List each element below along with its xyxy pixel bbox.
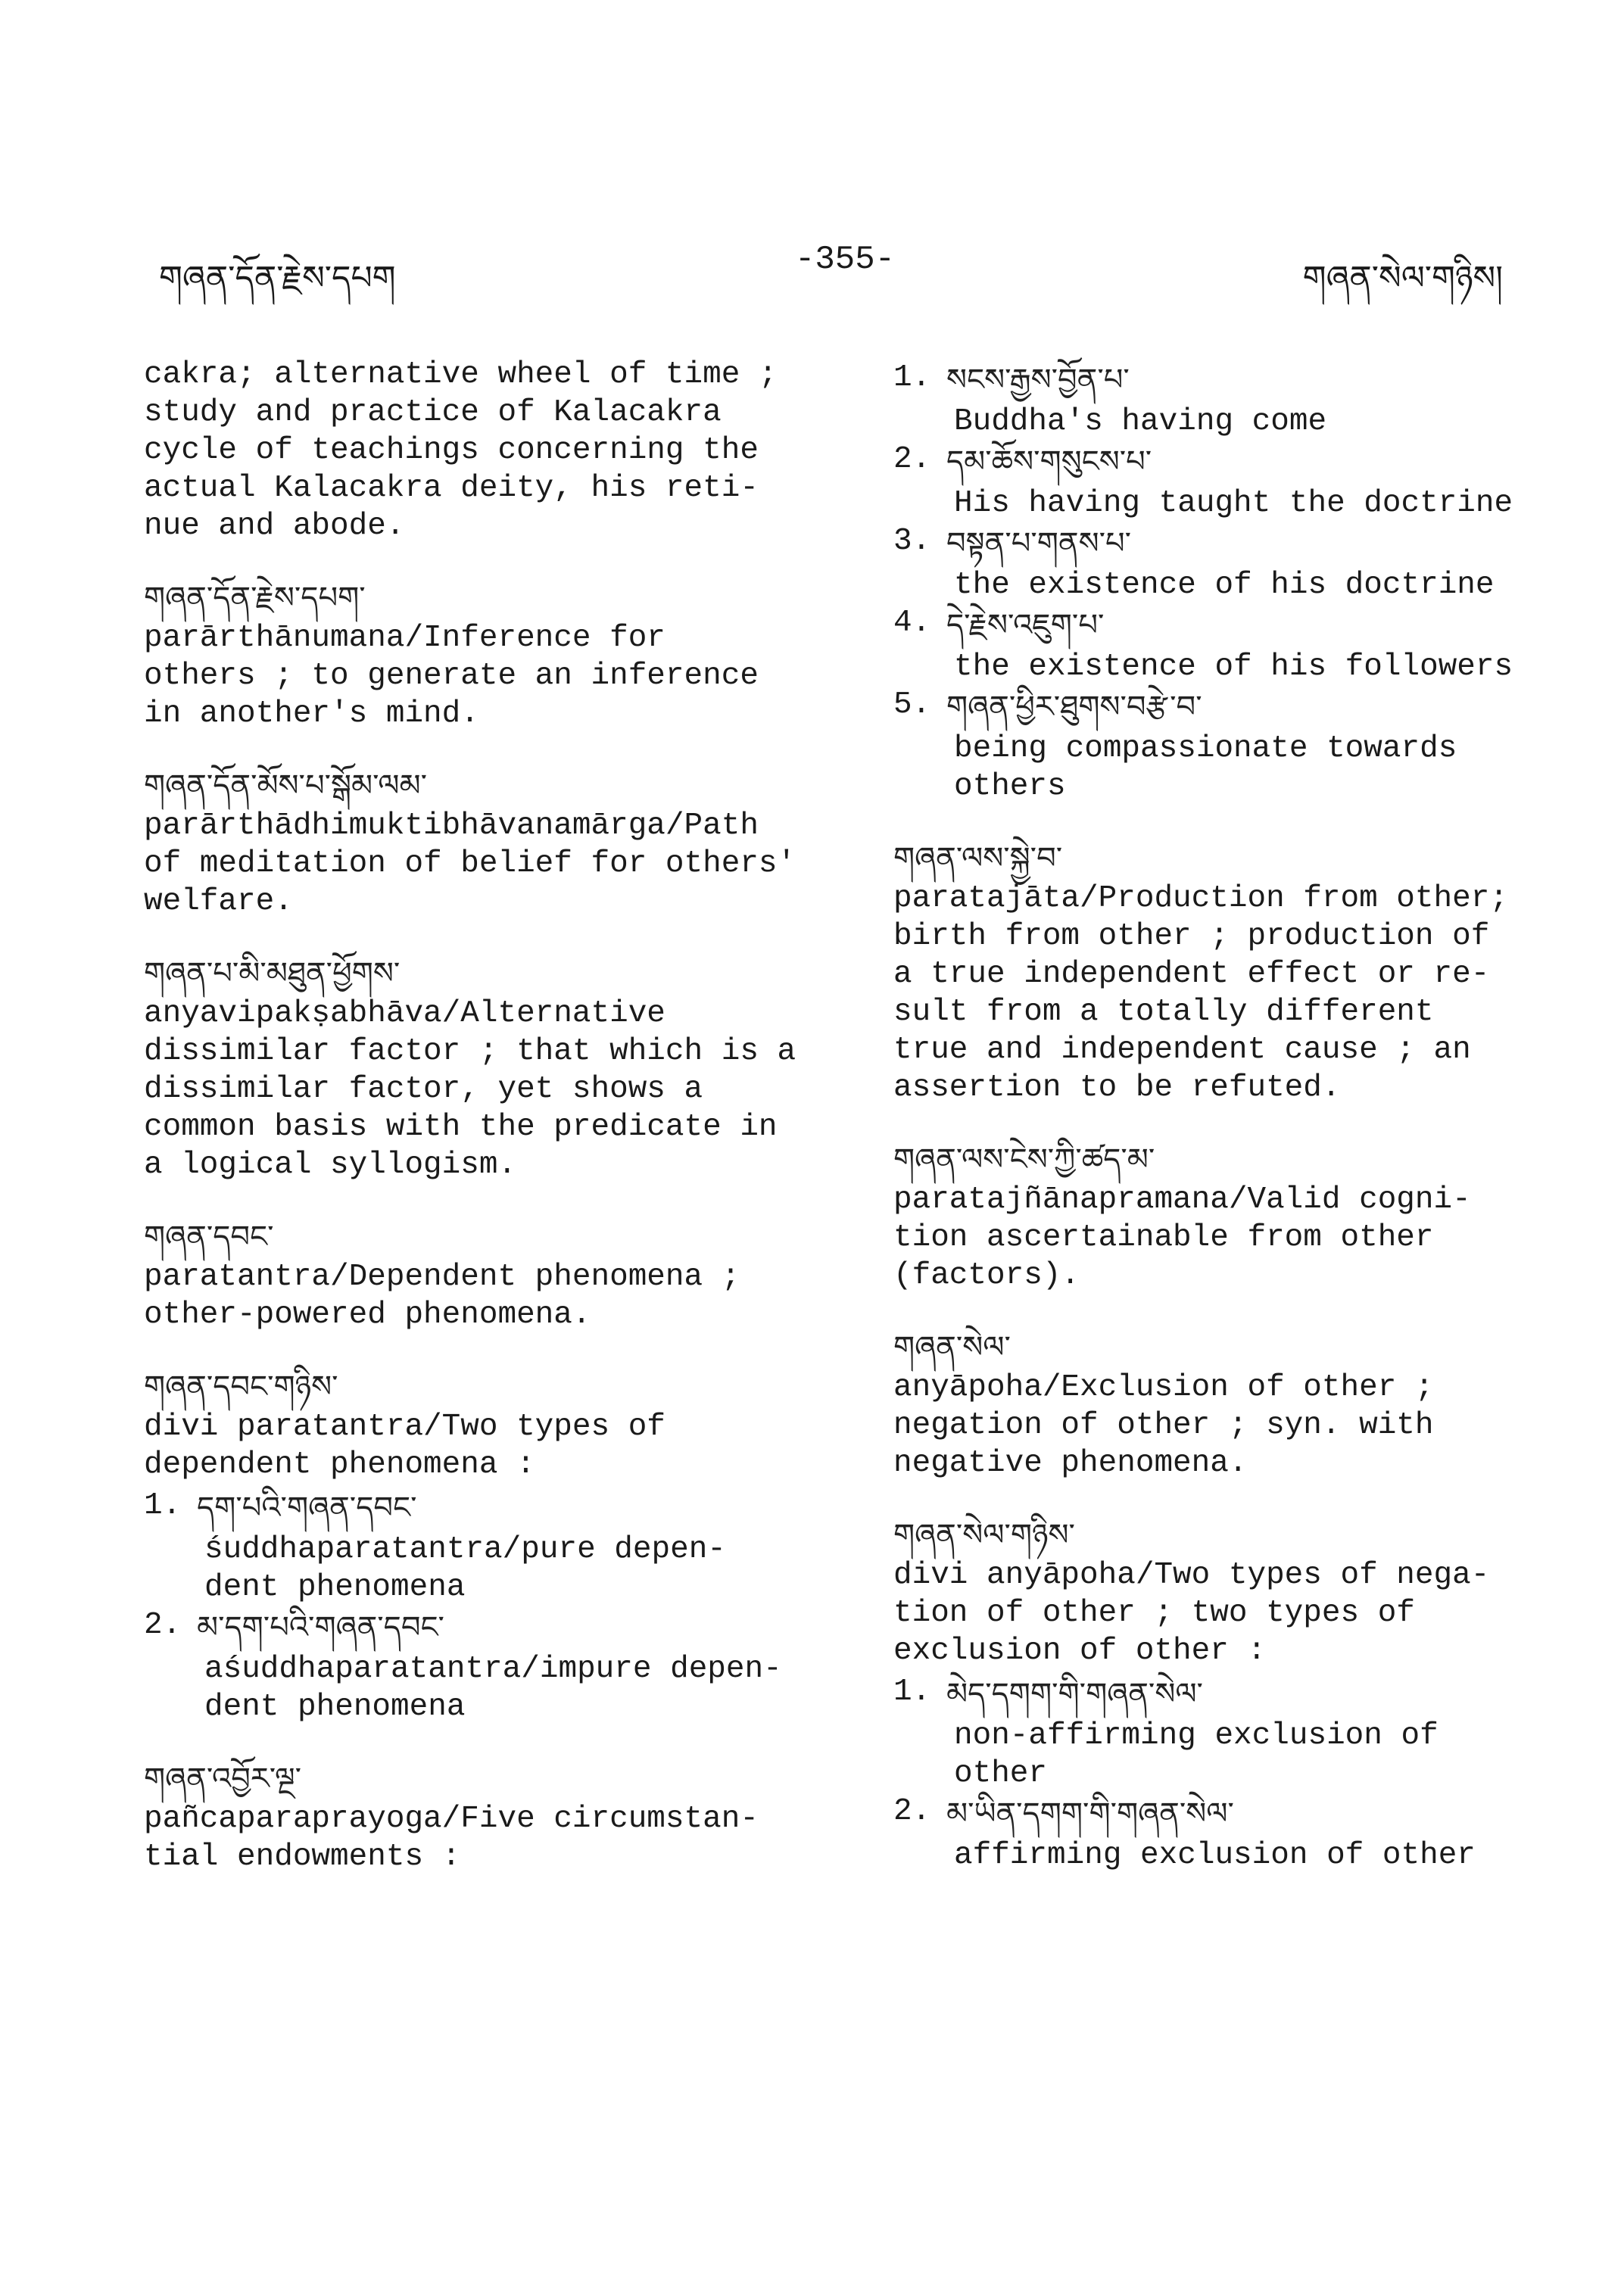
list-item — [893, 686, 1575, 805]
header-left-tibetan: གཞན་དོན་རྗེས་དཔག — [159, 259, 396, 298]
entry-definition: paratajñānapramana/Valid cogni- tion ascertainable from other (factors). — [893, 1182, 1471, 1293]
entry-tibetan-headword: གཞན་པ་མི་མཐུན་ཕྱོགས་ — [144, 956, 401, 991]
entry-tibetan-headword: གཞན་ལས་ངེས་ཀྱི་ཚད་མ་ — [893, 1142, 1155, 1177]
dictionary-entry — [144, 952, 848, 1184]
item-number: 1. — [893, 360, 931, 395]
entry-definition: anyavipakṣabhāva/Alternative dissimilar factor ; that which is a dissimilar factor, yet shows a common basis with the predicate in a logical syllogism. — [144, 996, 796, 1182]
item-body — [946, 1673, 1575, 1793]
entry-tibetan-headword: གཞན་སེལ་ — [893, 1330, 1011, 1365]
dictionary-entry — [144, 765, 848, 921]
entry-tibetan-headword: གཞན་སེལ་གཉིས་ — [893, 1518, 1075, 1553]
item-number: 2. — [144, 1608, 182, 1643]
left-column — [144, 356, 848, 1908]
five-endowments-list — [893, 359, 1575, 805]
dictionary-entry — [144, 577, 848, 733]
item-number: 5. — [893, 687, 931, 722]
tibetan-term: བསྟན་པ་གནས་པ་ — [946, 526, 1132, 561]
right-entries — [893, 837, 1575, 1874]
tibetan-term: མེད་དགག་གི་གཞན་སེལ་ — [946, 1677, 1203, 1712]
entry-sublist — [144, 1487, 848, 1726]
item-body — [946, 604, 1575, 686]
entry-definition: divi anyāpoha/Two types of nega- tion of other ; two types of exclusion of other : — [893, 1558, 1490, 1668]
entry-definition: paratajāta/Production from other; birth from other ; production of a true independent effect or re- sult from a totally different true and independent cause ; an assertion to be refuted. — [893, 881, 1508, 1105]
entry-definition: anyāpoha/Exclusion of other ; negation of other ; syn. with negative phenomena. — [893, 1370, 1434, 1481]
continuation-text: cakra; alternative wheel of time ; study and practice of Kalacakra cycle of teachings concerning the actual Kalacakra deity, his reti- nue and abode. — [144, 357, 778, 544]
tibetan-term: མ་དག་པའི་གཞན་དབང་ — [197, 1610, 444, 1645]
page-number: -355- — [795, 241, 896, 279]
item-text: His having taught the doctrine — [954, 486, 1513, 521]
tibetan-term: མ་ཡིན་དགག་གི་གཞན་སེལ་ — [946, 1796, 1234, 1831]
item-body — [946, 359, 1575, 441]
header-right-tibetan: གཞན་སེལ་གཉིས། — [1302, 259, 1503, 298]
item-text: non-affirming exclusion of other — [954, 1718, 1439, 1791]
list-item — [893, 1793, 1575, 1874]
tibetan-term: དམ་ཆོས་གསུངས་པ་ — [946, 444, 1152, 479]
item-text: Buddha's having come — [954, 404, 1327, 439]
item-number: 2. — [893, 1794, 931, 1829]
item-body — [197, 1606, 848, 1726]
entry-tibetan-headword: གཞན་དབང་ — [144, 1220, 274, 1254]
entry-sublist — [893, 1673, 1575, 1874]
tibetan-term: དག་པའི་གཞན་དབང་ — [197, 1491, 417, 1525]
item-text: aśuddhaparatantra/impure depen- dent phenomena — [204, 1652, 782, 1724]
item-number: 3. — [893, 524, 931, 559]
item-body — [197, 1487, 848, 1606]
tibetan-term: དེ་རྗེས་འཇུག་པ་ — [946, 608, 1105, 643]
dictionary-entry — [893, 1139, 1575, 1294]
item-text: affirming exclusion of other — [954, 1838, 1476, 1873]
list-item — [893, 359, 1575, 441]
list-item — [144, 1606, 848, 1726]
item-number: 2. — [893, 442, 931, 477]
dictionary-entry — [893, 837, 1575, 1107]
entry-tibetan-headword: གཞན་དོན་མོས་པ་སྒོམ་ལམ་ — [144, 768, 427, 803]
item-number: 4. — [893, 606, 931, 640]
list-item — [893, 604, 1575, 686]
item-body — [946, 441, 1575, 522]
item-body — [946, 686, 1575, 805]
entry-definition: parārthādhimuktibhāvanamārga/Path of meditation of belief for others' welfare. — [144, 808, 796, 919]
item-text: the existence of his followers — [954, 650, 1513, 684]
item-body — [946, 1793, 1575, 1874]
dictionary-entry — [144, 1216, 848, 1334]
right-column — [893, 356, 1575, 1906]
list-item — [893, 441, 1575, 522]
entry-tibetan-headword: གཞན་དབང་གཉིས་ — [144, 1369, 338, 1404]
entry-definition: paratantra/Dependent phenomena ; other-powered phenomena. — [144, 1260, 740, 1332]
entry-definition: pañcaparaprayoga/Five circumstan- tial endowments : — [144, 1802, 759, 1874]
dictionary-entry — [144, 1366, 848, 1726]
item-text: śuddhaparatantra/pure depen- dent phenomena — [204, 1532, 726, 1605]
list-item — [893, 1673, 1575, 1793]
dictionary-entry — [893, 1514, 1575, 1874]
entry-tibetan-headword: གཞན་དོན་རྗེས་དཔག་ — [144, 581, 366, 615]
entry-tibetan-headword: གཞན་འབྱོར་ལྔ་ — [144, 1762, 302, 1796]
tibetan-term: གཞན་ཕྱིར་ཐུགས་བརྩེ་བ་ — [946, 690, 1202, 724]
entry-definition: parārthānumana/Inference for others ; to generate an inference in another's mind. — [144, 621, 759, 731]
list-item — [144, 1487, 848, 1606]
entry-definition: divi paratantra/Two types of dependent phenomena : — [144, 1410, 665, 1482]
item-text: being compassionate towards others — [954, 731, 1457, 804]
list-item — [893, 522, 1575, 604]
dictionary-entry — [893, 1326, 1575, 1482]
left-entries — [144, 577, 848, 1876]
item-number: 1. — [144, 1488, 182, 1523]
entry-tibetan-headword: གཞན་ལས་སྐྱེ་བ་ — [893, 841, 1063, 876]
item-number: 1. — [893, 1675, 931, 1709]
item-body — [946, 522, 1575, 604]
tibetan-term: སངས་རྒྱས་བྱོན་པ་ — [946, 363, 1130, 397]
item-text: the existence of his doctrine — [954, 568, 1495, 603]
dictionary-entry — [144, 1758, 848, 1876]
